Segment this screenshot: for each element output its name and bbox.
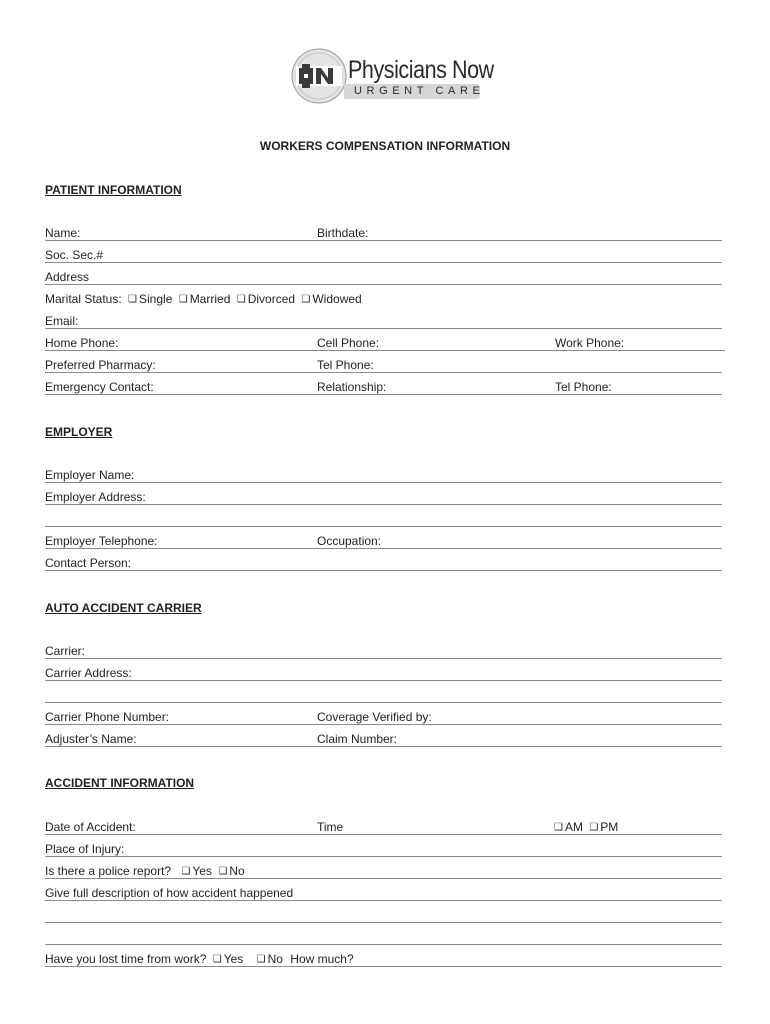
form-row-description-2[interactable] xyxy=(45,908,722,923)
checkbox-divorced[interactable]: ❏ xyxy=(236,294,246,305)
place-of-injury-label: Place of Injury: xyxy=(45,842,125,856)
employer-telephone-label: Employer Telephone: xyxy=(45,534,158,548)
form-row-marital-status xyxy=(45,292,722,306)
form-row-accident-date[interactable] xyxy=(45,820,722,835)
accident-time-label: Time xyxy=(317,820,344,834)
email-label: Email: xyxy=(45,314,79,328)
form-row-email[interactable] xyxy=(45,314,722,329)
single-label: Single xyxy=(139,292,173,306)
carrier-phone-label: Carrier Phone Number: xyxy=(45,710,170,724)
form-row-employer-name[interactable] xyxy=(45,468,722,483)
form-row-place-of-injury[interactable] xyxy=(45,842,722,857)
form-row-carrier-address-2[interactable] xyxy=(45,688,722,703)
police-report-group xyxy=(45,864,245,880)
form-row-employer-address[interactable] xyxy=(45,490,722,505)
checkbox-lost-time-no[interactable]: ❏ xyxy=(256,954,266,965)
relationship-label: Relationship: xyxy=(317,380,387,394)
form-row-lost-time[interactable] xyxy=(45,952,722,967)
company-logo xyxy=(290,46,494,106)
form-row-carrier-phone[interactable] xyxy=(45,710,722,725)
checkbox-single[interactable]: ❏ xyxy=(128,294,138,305)
form-row-description[interactable] xyxy=(45,886,722,901)
form-row-contact-person[interactable] xyxy=(45,556,722,571)
logo-emblem-icon xyxy=(290,46,350,106)
divorced-label: Divorced xyxy=(247,292,296,306)
birthdate-label: Birthdate: xyxy=(317,226,369,240)
emergency-contact-label: Emergency Contact: xyxy=(45,380,154,394)
contact-person-label: Contact Person: xyxy=(45,556,132,570)
checkbox-lost-time-yes[interactable]: ❏ xyxy=(212,954,222,965)
cell-phone-label: Cell Phone: xyxy=(317,336,380,350)
police-report-label: Is there a police report? xyxy=(45,864,172,878)
police-yes-label: Yes xyxy=(192,864,212,878)
lost-time-label: Have you lost time from work? xyxy=(45,952,207,966)
police-no-label: No xyxy=(229,864,245,878)
name-label: Name: xyxy=(45,226,81,240)
carrier-address-label: Carrier Address: xyxy=(45,666,132,680)
section-heading-patient: PATIENT INFORMATION xyxy=(45,183,182,197)
form-row-carrier[interactable] xyxy=(45,644,722,659)
form-row-carrier-address[interactable] xyxy=(45,666,722,681)
form-row-employer-telephone[interactable] xyxy=(45,534,722,549)
checkbox-married[interactable]: ❏ xyxy=(178,294,188,305)
form-row-pharmacy[interactable] xyxy=(45,358,722,373)
section-heading-employer: EMPLOYER xyxy=(45,425,113,439)
form-row-address[interactable] xyxy=(45,270,722,285)
claim-number-label: Claim Number: xyxy=(317,732,398,746)
lost-time-group xyxy=(45,952,354,968)
employer-address-label: Employer Address: xyxy=(45,490,146,504)
checkbox-pm[interactable]: ❏ xyxy=(589,822,599,833)
lost-time-yes-label: Yes xyxy=(223,952,244,966)
form-row-phones[interactable] xyxy=(45,336,725,351)
section-heading-auto: AUTO ACCIDENT CARRIER xyxy=(45,601,202,615)
pharmacy-tel-label: Tel Phone: xyxy=(317,358,374,372)
form-title: WORKERS COMPENSATION INFORMATION xyxy=(259,139,511,153)
form-row-emergency[interactable] xyxy=(45,380,722,395)
accident-date-label: Date of Accident: xyxy=(45,820,136,834)
checkbox-police-no[interactable]: ❏ xyxy=(218,866,228,877)
form-row-police-report[interactable] xyxy=(45,864,722,879)
section-heading-accident: ACCIDENT INFORMATION xyxy=(45,776,195,790)
am-label: AM xyxy=(564,820,583,834)
occupation-label: Occupation: xyxy=(317,534,382,548)
form-row-description-3[interactable] xyxy=(45,930,722,945)
marital-status-group xyxy=(45,292,362,308)
am-pm-group xyxy=(551,820,618,836)
logo-tagline: URGENT CARE xyxy=(354,85,485,97)
marital-status-label: Marital Status: xyxy=(45,292,122,306)
pm-label: PM xyxy=(600,820,619,834)
carrier-label: Carrier: xyxy=(45,644,86,658)
employer-name-label: Employer Name: xyxy=(45,468,135,482)
work-phone-label: Work Phone: xyxy=(555,336,625,350)
home-phone-label: Home Phone: xyxy=(45,336,119,350)
coverage-verified-label: Coverage Verified by: xyxy=(317,710,432,724)
adjuster-name-label: Adjuster’s Name: xyxy=(45,732,137,746)
logo-brand-name: Physicians Now xyxy=(348,56,494,84)
lost-time-no-label: No xyxy=(267,952,283,966)
checkbox-widowed[interactable]: ❏ xyxy=(301,294,311,305)
married-label: Married xyxy=(189,292,231,306)
form-row-adjuster[interactable] xyxy=(45,732,722,747)
how-much-label: How much? xyxy=(290,952,354,966)
emergency-tel-label: Tel Phone: xyxy=(555,380,612,394)
pharmacy-label: Preferred Pharmacy: xyxy=(45,358,156,372)
description-label: Give full description of how accident happened xyxy=(45,886,294,900)
form-row-employer-address-2[interactable] xyxy=(45,512,722,527)
checkbox-police-yes[interactable]: ❏ xyxy=(181,866,191,877)
widowed-label: Widowed xyxy=(312,292,362,306)
form-row-name[interactable] xyxy=(45,226,722,241)
form-row-ssn[interactable] xyxy=(45,248,722,263)
ssn-label: Soc. Sec.# xyxy=(45,248,104,262)
checkbox-am[interactable]: ❏ xyxy=(554,822,563,833)
address-label: Address xyxy=(45,270,90,284)
